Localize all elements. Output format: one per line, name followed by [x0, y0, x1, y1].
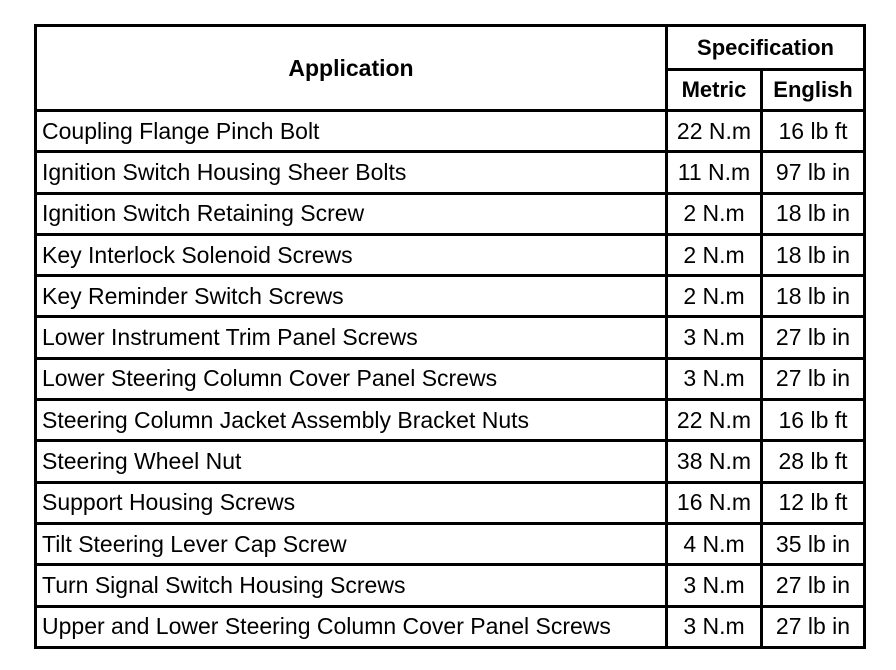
header-application: Application [36, 26, 667, 111]
english-cell: 12 lb ft [762, 482, 865, 523]
application-cell: Upper and Lower Steering Column Cover Panel Screws [36, 606, 667, 647]
application-cell: Ignition Switch Retaining Screw [36, 193, 667, 234]
metric-cell: 38 N.m [667, 441, 762, 482]
english-cell: 18 lb in [762, 276, 865, 317]
metric-cell: 22 N.m [667, 111, 762, 152]
application-cell: Support Housing Screws [36, 482, 667, 523]
metric-cell: 4 N.m [667, 523, 762, 564]
application-cell: Steering Wheel Nut [36, 441, 667, 482]
table-row [36, 152, 865, 193]
header-specification: Specification [667, 26, 865, 70]
metric-cell: 3 N.m [667, 565, 762, 606]
metric-cell: 22 N.m [667, 400, 762, 441]
application-cell: Ignition Switch Housing Sheer Bolts [36, 152, 667, 193]
table-row [36, 358, 865, 399]
metric-cell: 3 N.m [667, 317, 762, 358]
application-cell: Lower Instrument Trim Panel Screws [36, 317, 667, 358]
english-cell: 97 lb in [762, 152, 865, 193]
metric-cell: 16 N.m [667, 482, 762, 523]
english-cell: 18 lb in [762, 234, 865, 275]
application-cell: Tilt Steering Lever Cap Screw [36, 523, 667, 564]
table-row [36, 441, 865, 482]
application-cell: Turn Signal Switch Housing Screws [36, 565, 667, 606]
english-cell: 27 lb in [762, 565, 865, 606]
application-cell: Steering Column Jacket Assembly Bracket Nuts [36, 400, 667, 441]
header-english: English [762, 70, 865, 111]
metric-cell: 3 N.m [667, 358, 762, 399]
application-cell: Key Interlock Solenoid Screws [36, 234, 667, 275]
metric-cell: 2 N.m [667, 193, 762, 234]
english-cell: 18 lb in [762, 193, 865, 234]
table-row [36, 523, 865, 564]
english-cell: 27 lb in [762, 606, 865, 647]
metric-cell: 3 N.m [667, 606, 762, 647]
table-row [36, 317, 865, 358]
english-cell: 28 lb ft [762, 441, 865, 482]
table-row [36, 234, 865, 275]
metric-cell: 2 N.m [667, 234, 762, 275]
table-row [36, 606, 865, 647]
table-row [36, 276, 865, 317]
english-cell: 16 lb ft [762, 111, 865, 152]
application-cell: Coupling Flange Pinch Bolt [36, 111, 667, 152]
table-row [36, 111, 865, 152]
application-cell: Key Reminder Switch Screws [36, 276, 667, 317]
metric-cell: 11 N.m [667, 152, 762, 193]
table-row [36, 400, 865, 441]
table-row [36, 193, 865, 234]
header-metric: Metric [667, 70, 762, 111]
english-cell: 27 lb in [762, 317, 865, 358]
table-row [36, 482, 865, 523]
table-row [36, 565, 865, 606]
fastener-torque-table [34, 24, 866, 649]
english-cell: 35 lb in [762, 523, 865, 564]
english-cell: 16 lb ft [762, 400, 865, 441]
application-cell: Lower Steering Column Cover Panel Screws [36, 358, 667, 399]
english-cell: 27 lb in [762, 358, 865, 399]
metric-cell: 2 N.m [667, 276, 762, 317]
